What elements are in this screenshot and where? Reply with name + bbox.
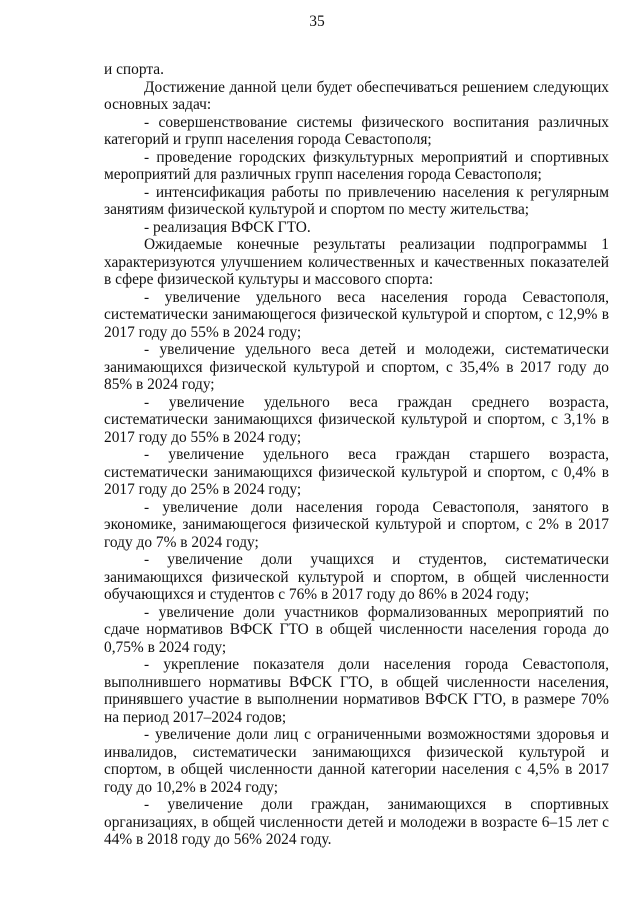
list-item: - реализация ВФСК ГТО. (144, 218, 311, 236)
paragraph: Ожидаемые конечные результаты реализации подпрограммы 1 характеризуются улучшением количественных и качественных показателей в сфере физической культуры и массового спорта: (104, 236, 609, 288)
list-item: - увеличение удельного веса граждан старшего возраста, систематически занимающихся физической культурой и спортом, с 0,4% в 2017 году до 25% в 2024 году; (104, 446, 609, 498)
paragraph: Достижение данной цели будет обеспечиваться решением следующих основных задач: (104, 78, 609, 113)
list-item: - увеличение удельного веса детей и молодежи, систематически занимающихся физической культурой и спортом, с 35,4% в 2017 году до 85% в 2024 году; (104, 341, 609, 393)
document-body (104, 61, 609, 849)
page-number: 35 (309, 13, 325, 30)
list-item: - увеличение доли лиц с ограниченными возможностями здоровья и инвалидов, систематически занимающихся физической культурой и спортом, в общей численности данной категории населения с 4,5% в 2017 году до 10,2% в 2024 году; (104, 726, 609, 796)
list-item: - укрепление показателя доли населения города Севастополя, выполнившего нормативы ВФСК ГТО, в общей численности населения, принявшего участие в выполнении нормативов ВФСК ГТО, в размере 70% на период 2017–2024 годов; (104, 656, 609, 726)
list-item: - проведение городских физкультурных мероприятий и спортивных мероприятий для различных групп населения города Севастополя; (104, 148, 609, 183)
list-item: - увеличение доли граждан, занимающихся в спортивных организациях, в общей численности детей и молодежи в возрасте 6–15 лет с 44% в 2018 году до 56% 2024 году. (104, 796, 609, 848)
list-item: - увеличение доли учащихся и студентов, систематически занимающихся физической культурой и спортом, в общей численности обучающихся и студентов с 76% в 2017 году до 86% в 2024 году; (104, 551, 609, 603)
list-item: - увеличение удельного веса населения города Севастополя, систематически занимающегося физической культурой и спортом, с 12,9% в 2017 году до 55% в 2024 году; (104, 288, 609, 341)
list-item: - увеличение удельного веса граждан среднего возраста, систематически занимающихся физической культурой и спортом, с 3,1% в 2017 году до 55% в 2024 году; (104, 393, 609, 446)
list-item: - увеличение доли населения города Севастополя, занятого в экономике, занимающегося физической культурой и спортом, с 2% в 2017 году до 7% в 2024 году; (104, 498, 609, 551)
paragraph-continuation: и спорта. (104, 61, 164, 78)
list-item: - увеличение доли участников формализованных мероприятий по сдаче нормативов ВФСК ГТО в общей численности населения города до 0,75% в 2024 году; (104, 603, 609, 656)
list-item: - интенсификация работы по привлечению населения к регулярным занятиям физической культурой и спортом по месту жительства; (104, 183, 609, 218)
list-item: - совершенствование системы физического воспитания различных категорий и групп населения города Севастополя; (104, 113, 609, 148)
